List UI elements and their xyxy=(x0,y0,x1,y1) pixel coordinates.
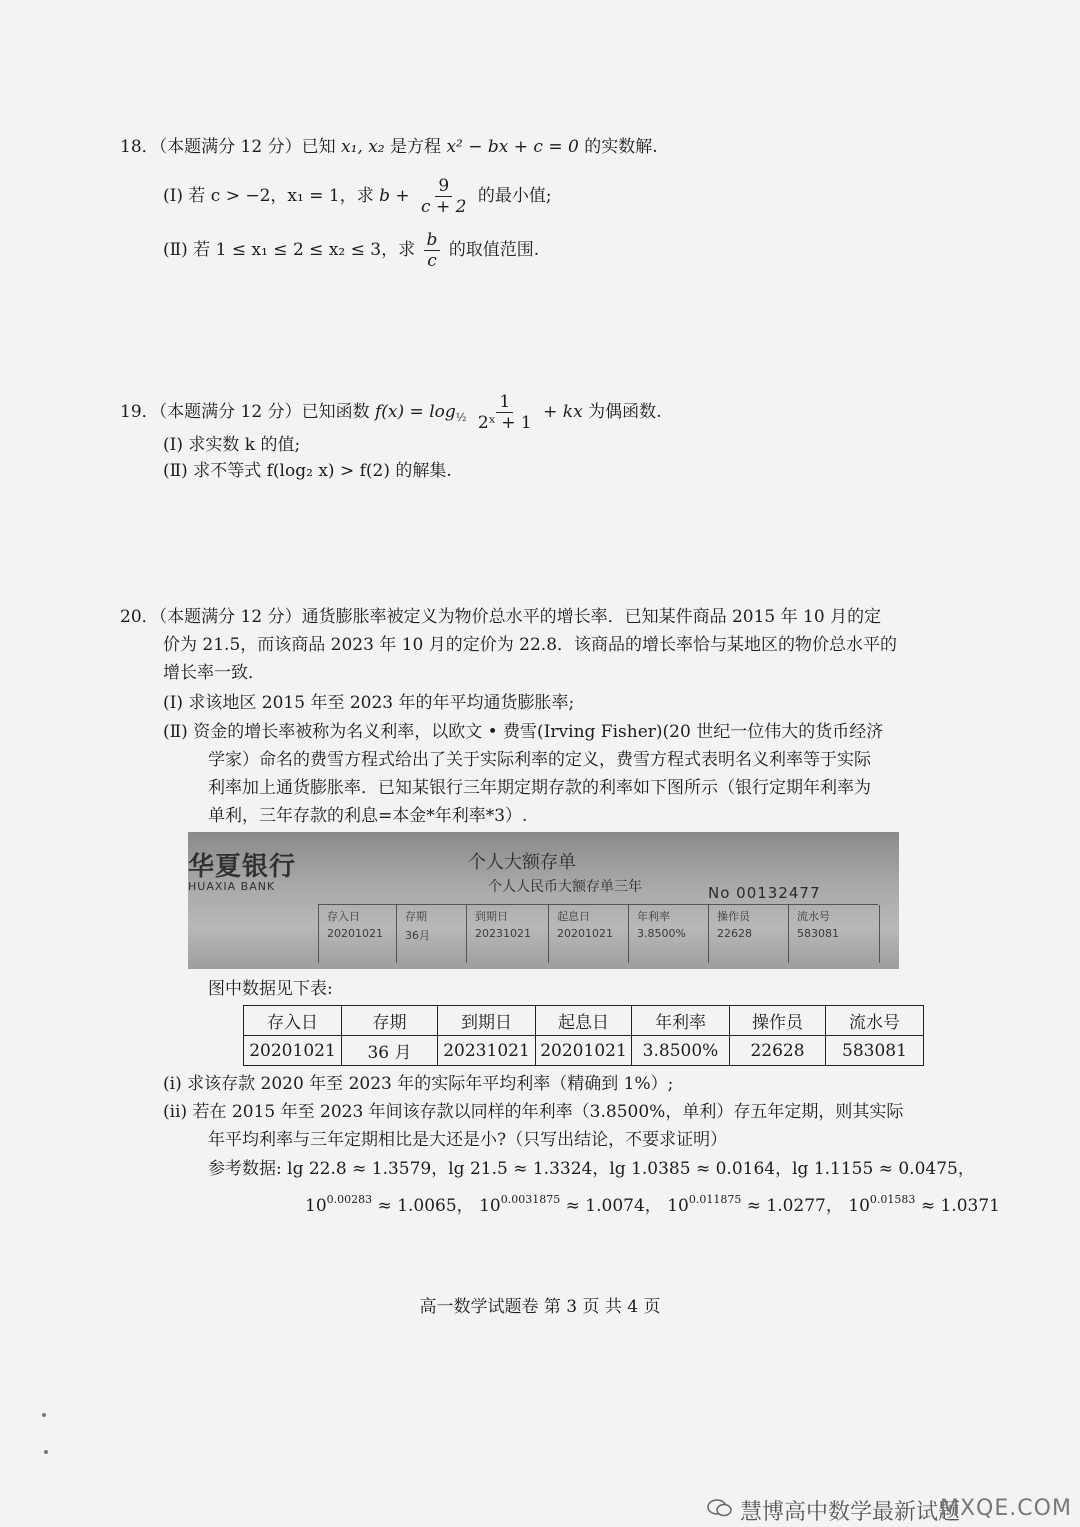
certificate-grid xyxy=(318,904,878,963)
table-header-cell: 操作员 xyxy=(730,1006,826,1036)
wechat-icon xyxy=(707,1498,733,1518)
q20-part2-line4: 单利，三年存款的利息=本金*年利率*3）. xyxy=(208,806,528,826)
q20-stem-line2: 价为 21.5，而该商品 2023 年 10 月的定价为 22.8．该商品的增长率恰与某地区的物价总水平的 xyxy=(163,635,898,655)
table-header-cell: 年利率 xyxy=(632,1006,730,1036)
photo-cell: 到期日 20231021 xyxy=(466,905,549,963)
q19-fraction: $\frac{1}{\text{2ˣ + 1}}$ xyxy=(477,392,532,433)
scan-speck xyxy=(42,1413,46,1417)
watermark-site: MXQE.COM xyxy=(940,1496,1072,1521)
q20-part2-line1: (Ⅱ) 资金的增长率被称为名义利率，以欧文 • 费雪(Irving Fisher)(20 世纪一位伟大的货币经济 xyxy=(163,722,884,742)
bank-logo-text: 华夏银行 xyxy=(188,852,297,882)
table-cell: 3.8500% xyxy=(632,1036,730,1066)
reference-data-line2: $10^{0.00283} \approx 1.0065$， $10^{0.0031875} \approx 1.0074$， $10^{0.011875} \approx 1.0277$， $10^{0.01583} \approx 1.0371$ xyxy=(305,1193,1000,1216)
table-header-cell: 存期 xyxy=(342,1006,438,1036)
photo-cell: 流水号 583081 xyxy=(788,905,880,963)
table-cell: 583081 xyxy=(826,1036,924,1066)
q20-part1: (Ⅰ) 求该地区 2015 年至 2023 年的年平均通货膨胀率; xyxy=(163,693,575,713)
photo-cell: 起息日 20201021 xyxy=(548,905,629,963)
table-header-cell: 流水号 xyxy=(826,1006,924,1036)
q18-p1-fraction: $\frac{9}{c + 2}$ xyxy=(421,176,467,217)
q20-stem-line3: 增长率一致． xyxy=(163,663,265,683)
table-cell: 20201021 xyxy=(244,1036,342,1066)
photo-cell: 存入日 20201021 xyxy=(318,905,397,963)
table-cell: 20231021 xyxy=(438,1036,536,1066)
bank-certificate-photo xyxy=(188,832,899,969)
table-header-cell: 起息日 xyxy=(536,1006,632,1036)
certificate-title: 个人大额存单 xyxy=(468,852,576,873)
table-header-cell: 存入日 xyxy=(244,1006,342,1036)
q19-part2: (Ⅱ) 求不等式 f(log₂ x) > f(2) 的解集. xyxy=(163,461,452,481)
bank-logo-english: HUAXIA BANK xyxy=(188,880,276,893)
table-header-cell: 到期日 xyxy=(438,1006,536,1036)
photo-cell: 年利率 3.8500% xyxy=(628,905,709,963)
scan-speck xyxy=(44,1450,48,1454)
table-cell: 20201021 xyxy=(536,1036,632,1066)
q20-stem-line1: 20．（本题满分 12 分）通货膨胀率被定义为物价总水平的增长率．已知某件商品 2015 年 10 月的定 xyxy=(120,607,882,627)
q18-part2: (Ⅱ) 若 1 ≤ x₁ ≤ 2 ≤ x₂ ≤ 3，求 $\frac{b}{c}$ 的取值范围. xyxy=(163,230,540,271)
certificate-subtitle: 个人人民币大额存单三年 xyxy=(488,879,642,895)
certificate-serial: No 00132477 xyxy=(708,884,821,902)
table-cell: 22628 xyxy=(730,1036,826,1066)
photo-cell: 存期 36月 xyxy=(396,905,467,963)
q20-sub-ii-line1: (ⅱ) 若在 2015 年至 2023 年间该存款以同样的年利率（3.8500%，单利）存五年定期，则其实际 xyxy=(163,1102,904,1122)
q20-part2-line3: 利率加上通货膨胀率．已知某银行三年期定期存款的利率如下图所示（银行定期年利率为 xyxy=(208,778,871,798)
q20-sub-i: (ⅰ) 求该存款 2020 年至 2023 年的实际年平均利率（精确到 1%）; xyxy=(163,1074,674,1094)
q18-p2-fraction: $\frac{b}{c}$ xyxy=(424,230,441,271)
deposit-table xyxy=(243,1005,924,1066)
table-header-row xyxy=(244,1006,924,1036)
watermark-text: 慧博高中数学最新试题 xyxy=(740,1500,961,1525)
reference-data-line1: 参考数据: lg 22.8 ≈ 1.3579，lg 21.5 ≈ 1.3324，lg 1.0385 ≈ 0.0164，lg 1.1155 ≈ 0.0475， xyxy=(208,1159,975,1179)
q18-stem: 18．（本题满分 12 分）已知 x₁, x₂ 是方程 x² − bx + c = 0 的实数解. xyxy=(120,137,658,157)
q19-stem: 19．（本题满分 12 分）已知函数 $f(x) = \log_{\frac{1}{2}}$ $\frac{1}{\text{2ˣ + 1}}$ + kx 为偶函数. xyxy=(120,392,662,433)
q19-part1: (Ⅰ) 求实数 k 的值; xyxy=(163,435,301,455)
table-intro: 图中数据见下表: xyxy=(208,979,333,999)
q20-part2-line2: 学家）命名的费雪方程式给出了关于实际利率的定义，费雪方程式表明名义利率等于实际 xyxy=(208,750,871,770)
q20-sub-ii-line2: 年平均利率与三年定期相比是大还是小?（只写出结论，不要求证明） xyxy=(208,1130,728,1150)
table-row xyxy=(244,1036,924,1066)
photo-cell: 操作员 22628 xyxy=(708,905,789,963)
table-cell: 36 月 xyxy=(342,1036,438,1066)
page-footer: 高一数学试题卷 第 3 页 共 4 页 xyxy=(419,1297,661,1317)
q18-part1: (Ⅰ) 若 c > −2，x₁ = 1，求 b + $\frac{9}{c + 2}$ 的最小值; xyxy=(163,176,552,217)
